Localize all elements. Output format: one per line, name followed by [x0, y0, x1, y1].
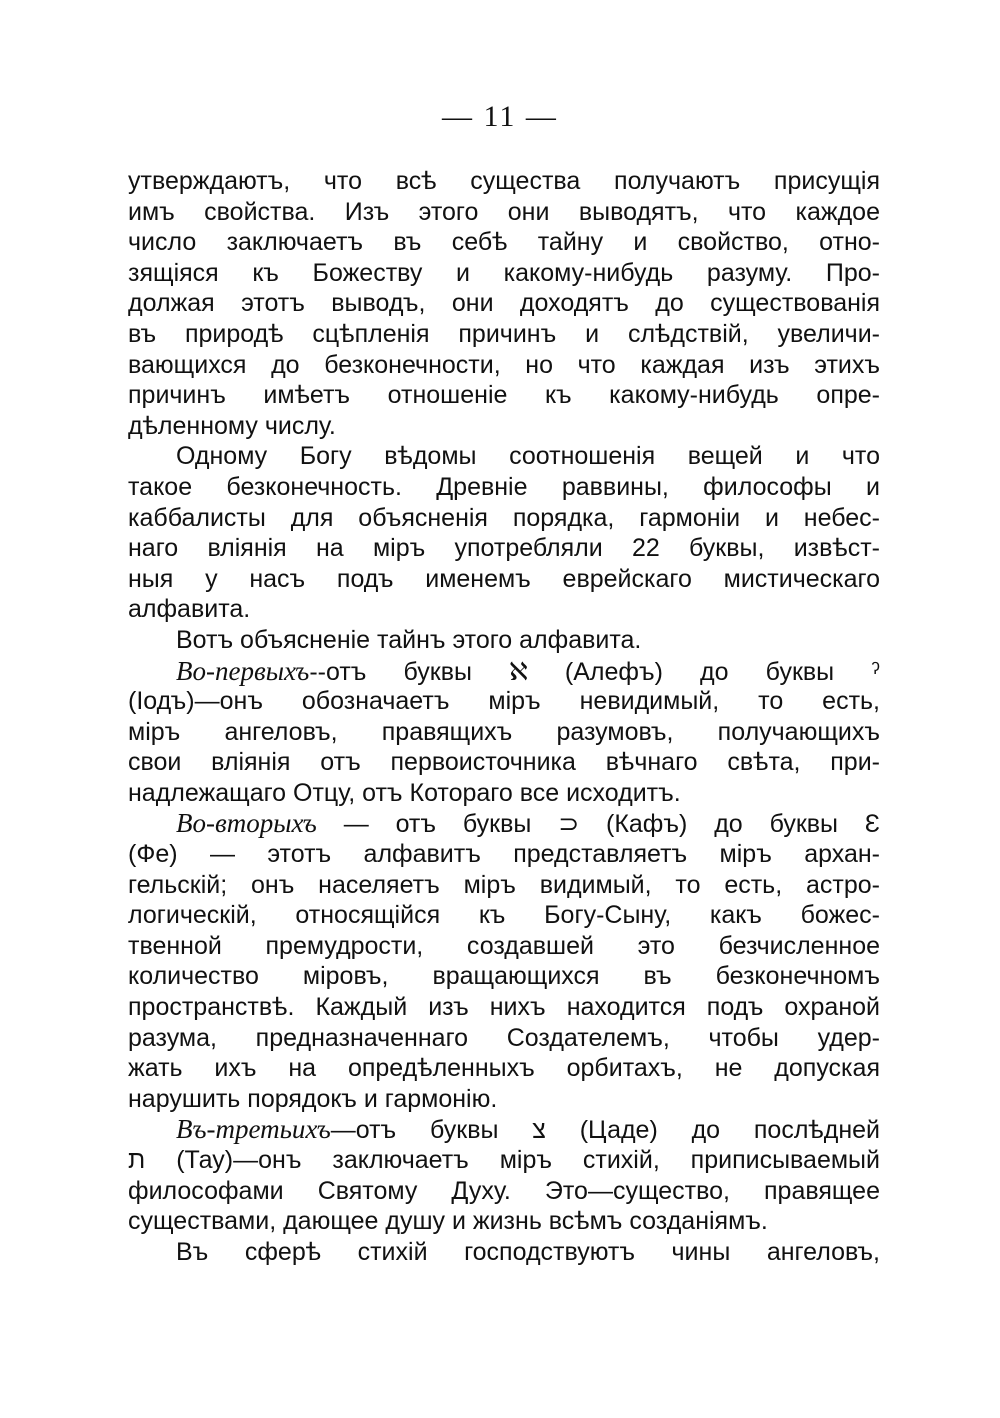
- text-line: Одному Богу вѣдомы соотношенія вещей и что: [176, 442, 880, 471]
- body-text: [128, 166, 880, 1267]
- paragraph: [128, 808, 880, 1114]
- text-segment: — отъ буквы ⊃ (Кафъ) до буквы Ɛ: [316, 810, 880, 839]
- text-segment: --отъ буквы ℵ (Алефъ) до буквы ˀ: [309, 657, 880, 686]
- text-line: количество міровъ, вращающихся въ безконечномъ: [128, 962, 880, 991]
- text-line: міръ ангеловъ, правящихъ разумовъ, получающихъ: [128, 717, 880, 746]
- text-line: пространствѣ. Каждый изъ нихъ находится подъ охраной: [128, 993, 880, 1022]
- text-line: въ природѣ сцѣпленія причинъ и слѣдствій, увеличи-: [128, 319, 880, 348]
- text-line: твенной премудрости, создавшей это безчисленное: [128, 931, 880, 960]
- text-line: наго вліянія на міръ употребляли 22 буквы, извѣст-: [128, 534, 880, 563]
- italic-heading: Во-вторыхъ: [176, 808, 317, 839]
- text-line: каббалисты для объясненія порядка, гармоніи и небес-: [128, 503, 880, 532]
- text-segment: —отъ буквы צ (Цаде) до послѣдней: [330, 1116, 880, 1145]
- text-line: вающихся до безконечности, но что каждая изъ этихъ: [128, 350, 880, 379]
- text-line: свои вліянія отъ первоисточника вѣчнаго свѣта, при-: [128, 748, 880, 777]
- paragraph: [128, 166, 880, 441]
- text-line: утверждаютъ, что всѣ существа получаютъ присущія: [128, 167, 880, 195]
- paragraph: [128, 625, 880, 656]
- text-line: Вотъ объясненіе тайнъ этого алфавита.: [176, 625, 642, 654]
- text-line: [128, 1114, 880, 1145]
- italic-heading: Во-первыхъ: [176, 655, 310, 686]
- paragraph: [128, 1237, 880, 1268]
- text-line: Въ сферѣ стихій господствуютъ чины ангеловъ,: [176, 1237, 880, 1266]
- page-number: — 11 —: [442, 100, 558, 133]
- text-line: ת (Тау)—онъ заключаетъ міръ стихій, приписываемый: [128, 1146, 880, 1174]
- text-line: жать ихъ на опредѣленныхъ орбитахъ, не допуская: [128, 1054, 880, 1083]
- paragraph: [128, 1114, 880, 1236]
- text-line: (Фе) — этотъ алфавитъ представляетъ міръ архан-: [128, 840, 880, 869]
- text-line: имъ свойства. Изъ этого они выводятъ, что каждое: [128, 197, 880, 226]
- text-line: зящіяся къ Божеству и какому-нибудь разуму. Про-: [128, 258, 880, 287]
- text-line: существами, дающее душу и жизнь всѣмъ созданіямъ.: [128, 1207, 768, 1236]
- text-line: надлежащаго Отцу, отъ Котораго все исходитъ.: [128, 778, 681, 807]
- text-line: такое безконечность. Древніе раввины, философы и: [128, 472, 880, 501]
- text-line: логическій, относящійся къ Богу-Сыну, какъ божес-: [128, 901, 880, 930]
- text-line: (Іодъ)—онъ обозначаетъ міръ невидимый, то есть,: [128, 687, 880, 716]
- text-line: дѣленному числу.: [128, 411, 336, 440]
- text-line: число заключаетъ въ себѣ тайну и свойство, отно-: [128, 228, 880, 257]
- text-line: гельскій; онъ населяетъ міръ видимый, то есть, астро-: [128, 870, 880, 899]
- text-line: [128, 808, 880, 839]
- paragraph: [128, 656, 880, 809]
- text-line: причинъ имѣетъ отношеніе къ какому-нибудь опре-: [128, 381, 880, 410]
- text-line: должая этотъ выводъ, они доходятъ до существованія: [128, 289, 880, 318]
- text-line: нарушить порядокъ и гармонію.: [128, 1084, 498, 1113]
- text-line: философами Святому Духу. Это—существо, правящее: [128, 1176, 880, 1205]
- text-line: разума, предназначеннаго Создателемъ, чтобы удер-: [128, 1023, 880, 1052]
- text-line: [128, 656, 880, 687]
- italic-heading: Въ-третьихъ: [176, 1114, 331, 1145]
- text-line: алфавита.: [128, 595, 251, 624]
- text-line: ныя у насъ подъ именемъ еврейскаго мистическаго: [128, 564, 880, 593]
- paragraph: [128, 441, 880, 625]
